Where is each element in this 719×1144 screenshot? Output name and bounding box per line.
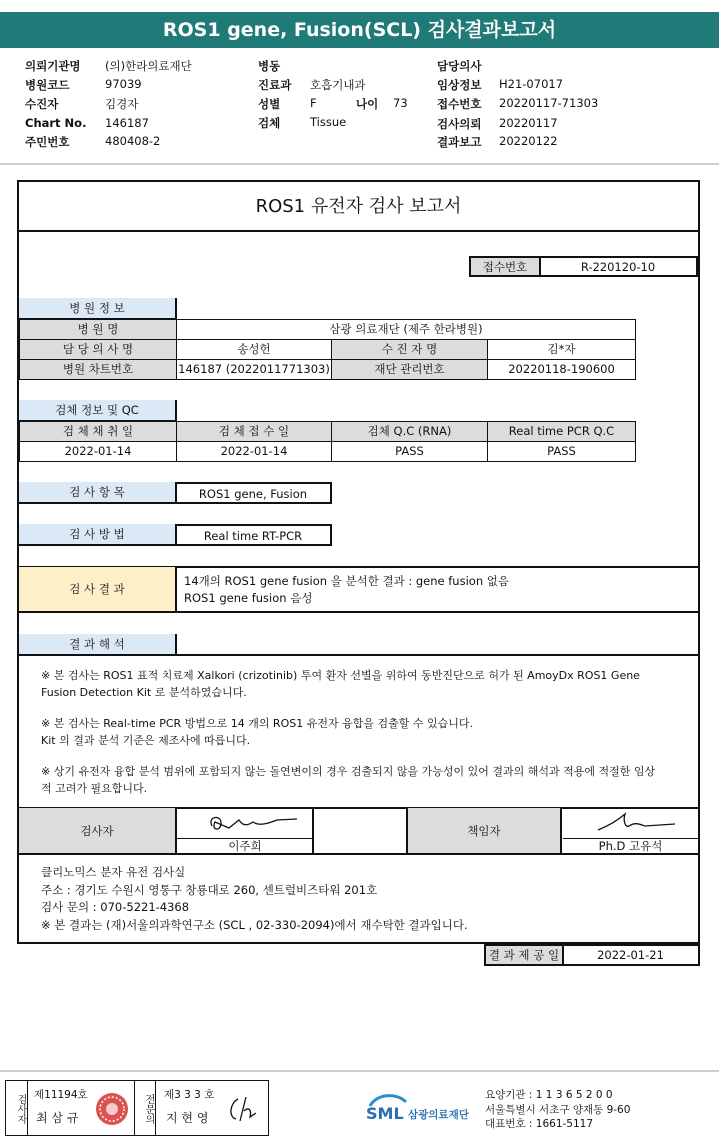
signature-bottom-line	[19, 853, 698, 855]
provision-date-label: 결 과 제 공 일	[484, 944, 564, 966]
provision-date-value: 2022-01-21	[563, 944, 700, 966]
interp-p3-line-1: ※ 상기 유전자 융합 분석 범위에 포함되지 않는 돌연변이의 경우 검출되지 않을 가능성이 있어 결과의 해석과 적용에 적절한 임상	[41, 765, 656, 778]
chart-number-label: 병원 차트번호	[19, 359, 177, 380]
resident-no-label: 주민번호	[25, 135, 70, 149]
institution-value: (의)한라의료재단	[105, 59, 192, 73]
responsible-signature	[563, 808, 698, 838]
ward-label: 병동	[258, 59, 281, 73]
certification-box	[5, 1080, 269, 1136]
result-label: 검 사 결 과	[19, 567, 177, 611]
hospital-name-value: 삼광 의료재단 (제주 한라병원)	[176, 319, 636, 340]
specimen-value: Tissue	[310, 115, 347, 129]
sig-divider-1	[312, 808, 314, 854]
lab-address: 주소 : 경기도 수원시 영통구 창룡대로 260, 센트럴비즈타워 201호	[41, 882, 378, 897]
department-label: 진료과	[258, 78, 292, 92]
interpretation-paragraph-1	[41, 667, 701, 701]
rna-qc-value: PASS	[331, 441, 488, 462]
footer-examiner-name: 최 삼 규	[36, 1111, 79, 1125]
test-item-value: ROS1 gene, Fusion	[176, 482, 332, 504]
receipt-no-label: 접수번호	[437, 97, 482, 111]
sml-logo	[366, 1090, 476, 1130]
footer-examiner-label: 검사자	[6, 1081, 28, 1135]
specimen-section-label: 검체 정보 및 QC	[19, 400, 177, 422]
foundation-number-value: 20220118-190600	[487, 359, 636, 380]
clinical-info-label: 임상정보	[437, 78, 482, 92]
interp-p3-line-2: 적 고려가 필요합니다.	[41, 782, 148, 795]
resident-no-value: 480408-2	[105, 134, 161, 148]
hospital-code-label: 병원코드	[25, 78, 70, 92]
result-line-1: 14개의 ROS1 gene fusion 을 분석한 결과 : gene fusion 없음	[184, 574, 509, 588]
doctor-name-label: 담 당 의 사 명	[19, 339, 177, 360]
rna-qc-header: 검체 Q.C (RNA)	[331, 421, 488, 442]
interp-p1-line-2: Fusion Detection Kit 로 분석하였습니다.	[41, 686, 247, 699]
hospital-name-label: 병 원 명	[19, 319, 177, 340]
report-subtitle: ROS1 유전자 검사 보고서	[19, 182, 698, 232]
lab-note: ※ 본 결과는 (재)서울의과학연구소 (SCL , 02-330-2094)에서 재수탁한 결과입니다.	[41, 917, 468, 932]
responsible-name: Ph.D 고유석	[563, 838, 698, 854]
interpretation-label: 결 과 해 석	[19, 634, 177, 656]
company-name: 삼광의료재단	[408, 1109, 469, 1121]
receipt-label: 접수번호	[469, 256, 541, 277]
report-box	[17, 180, 700, 944]
sex-value: F	[310, 96, 317, 110]
report-title-bar: ROS1 gene, Fusion(SCL) 검사결과보고서	[0, 12, 719, 48]
collection-date-value: 2022-01-14	[19, 441, 177, 462]
chart-no-label: Chart No.	[25, 116, 87, 130]
report-date-label: 결과보고	[437, 135, 482, 149]
examiner-signature	[177, 808, 313, 838]
sex-label: 성별	[258, 97, 281, 111]
patient-name-label: 수 진 자 명	[331, 339, 488, 360]
doctor-label: 담당의사	[437, 59, 482, 73]
seal-stamp-icon	[96, 1093, 128, 1125]
header-divider	[0, 163, 719, 165]
age-value: 73	[393, 96, 408, 110]
company-phone: 대표번호 : 1661-5117	[485, 1118, 594, 1130]
agency-number: 요양기관 : 1 1 3 6 5 2 0 0	[485, 1089, 613, 1101]
pcr-qc-value: PASS	[487, 441, 636, 462]
age-label: 나이	[356, 97, 379, 111]
chart-no-value: 146187	[105, 116, 149, 130]
interp-p1-line-1: ※ 본 검사는 ROS1 표적 치료제 Xalkori (crizotinib) 투여 환자 선별을 위하여 동반진단으로 허가 된 AmoyDx ROS1 Gene	[41, 669, 640, 682]
result-line-2: ROS1 gene fusion 음성	[184, 591, 313, 605]
patient-value: 김경자	[105, 97, 139, 111]
doctor-name-value: 송성헌	[176, 339, 332, 360]
clinical-info-value: H21-07017	[499, 77, 564, 91]
institution-label: 의뢰기관명	[25, 59, 81, 73]
hospital-section-label: 병 원 정 보	[19, 298, 177, 320]
interp-p2-line-1: ※ 본 검사는 Real-time PCR 방법으로 14 개의 ROS1 유전자 융합을 검출할 수 있습니다.	[41, 717, 473, 730]
test-item-label: 검 사 항 목	[19, 482, 177, 504]
test-method-label: 검 사 방 법	[19, 524, 177, 546]
patient-name-value: 김*자	[487, 339, 636, 360]
interpretation-paragraph-3	[41, 763, 701, 797]
examiner-name: 이주희	[177, 838, 313, 854]
interpretation-paragraph-2	[41, 715, 701, 749]
footer-reviewer-name: 지 현 영	[166, 1111, 209, 1125]
interpretation-line	[19, 654, 698, 656]
request-date-value: 20220117	[499, 116, 558, 130]
foundation-number-label: 재단 관리번호	[331, 359, 488, 380]
receipt-no-value: 20220117-71303	[499, 96, 599, 110]
responsible-signature-icon	[563, 808, 698, 838]
lab-contact: 검사 문의 : 070-5221-4368	[41, 900, 190, 914]
reviewer-signature-icon	[224, 1093, 260, 1127]
receipt-value: R-220120-10	[540, 256, 698, 277]
company-address: 서울특별시 서초구 양재동 9-60	[485, 1103, 631, 1116]
report-date-value: 20220122	[499, 134, 558, 148]
chart-number-value: 146187 (2022011771303)	[176, 359, 332, 380]
pcr-qc-header: Real time PCR Q.C	[487, 421, 636, 442]
patient-label: 수진자	[25, 97, 59, 111]
request-date-label: 검사의뢰	[437, 117, 482, 131]
interp-p2-line-2: Kit 의 결과 분석 기준은 제조사에 따릅니다.	[41, 734, 251, 747]
specimen-label: 검체	[258, 116, 281, 130]
footer-divider	[0, 1070, 719, 1072]
test-method-value: Real time RT-PCR	[176, 524, 332, 546]
footer-reviewer-label: 전문의	[134, 1081, 156, 1135]
department-value: 호흡기내과	[310, 78, 366, 92]
hospital-code-value: 97039	[105, 77, 142, 91]
responsible-label: 책임자	[408, 808, 562, 854]
collection-date-header: 검 체 채 취 일	[19, 421, 177, 442]
sml-logo-text: SML	[366, 1104, 404, 1123]
receipt-date-header: 검 체 접 수 일	[176, 421, 332, 442]
footer-reviewer-number: 제3 3 3 호	[164, 1089, 215, 1101]
lab-name: 클리노믹스 분자 유전 검사실	[41, 865, 186, 879]
lab-info	[41, 864, 701, 934]
company-info	[485, 1088, 630, 1132]
result-bottom-line	[19, 611, 698, 613]
footer-examiner-number: 제11194호	[34, 1089, 88, 1101]
receipt-date-value: 2022-01-14	[176, 441, 332, 462]
examiner-signature-icon	[177, 808, 313, 838]
examiner-label: 검사자	[19, 808, 177, 854]
